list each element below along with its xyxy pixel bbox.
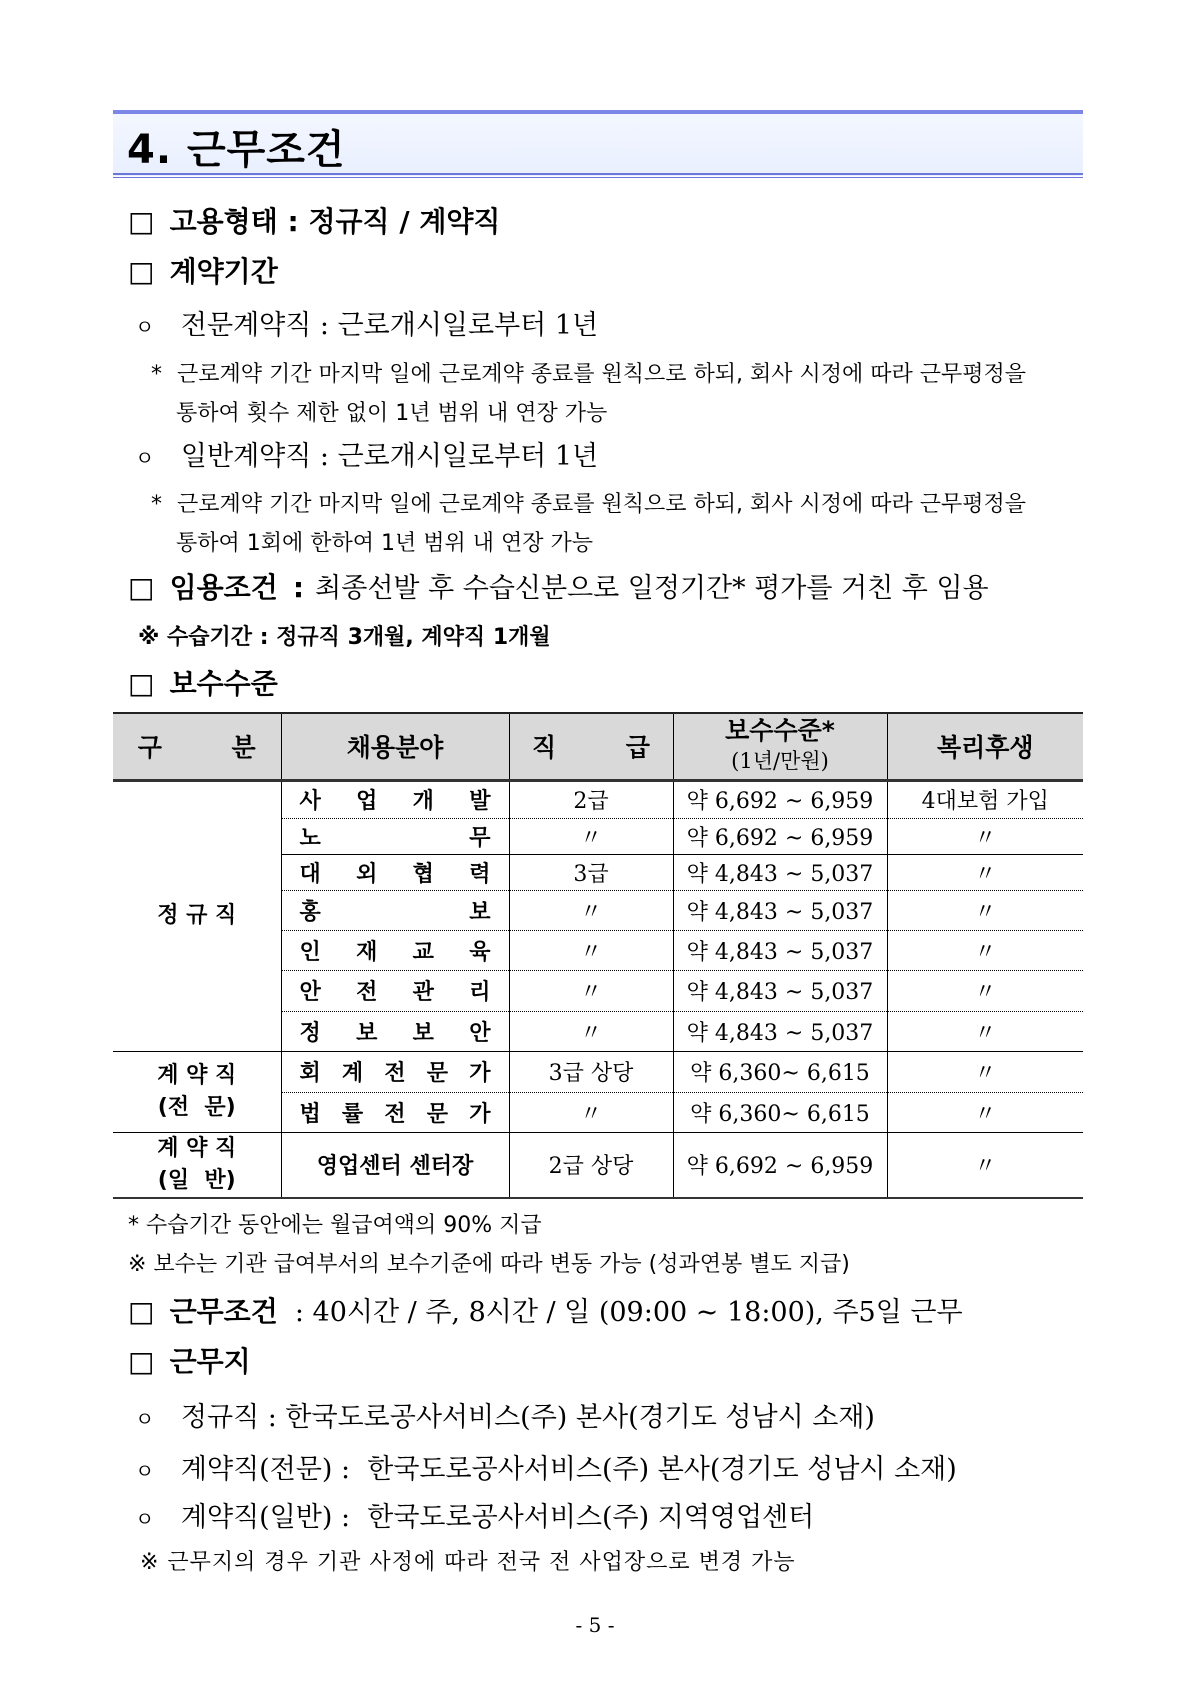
grade-cell: 〃: [509, 1011, 673, 1051]
pay-note-probation: * 수습기간 동안에는 월급여액의 90% 지급: [128, 1213, 542, 1238]
checkbox-square-icon: □: [128, 255, 155, 288]
field-cell: 대 외 협 력: [281, 854, 509, 890]
contract-item-gen: [135, 434, 598, 473]
work-conditions-text: : 40시간 / 주, 8시간 / 일 (09:00 ~ 18:00), 주5일 근무: [294, 1297, 963, 1328]
section-title: 4. 근무조건: [127, 127, 346, 173]
contract-period-heading: [128, 250, 278, 290]
table-row: [113, 1132, 1083, 1198]
field-cell: 법 률 전 문 가: [281, 1092, 509, 1132]
welfare-cell: 〃: [887, 1092, 1083, 1132]
welfare-cell: 〃: [887, 1132, 1083, 1198]
group-contract-pro-line1: 계 약 직: [157, 1062, 237, 1088]
field-cell: 정 보 보 안: [281, 1011, 509, 1051]
grade-cell: 〃: [509, 970, 673, 1011]
circle-bullet-icon: ㅇ: [135, 1507, 155, 1531]
workplace-note: ※ 근무지의 경우 기관 사정에 따라 전국 전 사업장으로 변경 가능: [140, 1550, 796, 1575]
appointment-colon: :: [292, 571, 305, 604]
appointment-text: 최종선발 후 수습신분으로 일정기간* 평가를 거친 후 임용: [315, 573, 989, 604]
checkbox-square-icon: □: [128, 571, 155, 604]
contract-item-gen-text: 일반계약직 : 근로개시일로부터 1년: [180, 441, 599, 472]
welfare-cell: 〃: [887, 1011, 1083, 1051]
header-field: 채용분야: [281, 713, 509, 780]
grade-cell: 3급 상당: [509, 1051, 673, 1092]
header-welfare: 복리후생: [887, 713, 1083, 780]
field-cell: 홍 보: [281, 890, 509, 930]
salary-cell: 약 4,843 ~ 5,037: [673, 930, 887, 970]
field-cell: 노 무: [281, 818, 509, 854]
workplace-item-regular: [135, 1395, 875, 1434]
salary-cell: 약 4,843 ~ 5,037: [673, 970, 887, 1011]
grade-cell: 〃: [509, 1092, 673, 1132]
pay-heading: [128, 662, 278, 702]
header-salary-title: 보수수준*: [725, 716, 835, 746]
field-cell: 영업센터 센터장: [281, 1132, 509, 1198]
section-header-top-rule: [113, 110, 1083, 114]
pay-note-variation: ※ 보수는 기관 급여부서의 보수기준에 따라 변동 가능 (성과연봉 별도 지급): [128, 1252, 850, 1277]
pay-table-header: [113, 713, 1083, 780]
circle-bullet-icon: ㅇ: [135, 1459, 155, 1483]
welfare-cell: 〃: [887, 1051, 1083, 1092]
workplace-item-contract-gen-text: 계약직(일반) : 한국도로공사서비스(주) 지역영업센터: [180, 1502, 815, 1533]
checkbox-square-icon: □: [128, 667, 155, 700]
circle-bullet-icon: ㅇ: [135, 315, 155, 339]
appointment-line: [128, 566, 989, 606]
contract-item-gen-note: [151, 487, 1026, 518]
salary-cell: 약 4,843 ~ 5,037: [673, 1011, 887, 1051]
grade-cell: 〃: [509, 890, 673, 930]
group-contract-pro-line2: (전 문): [157, 1094, 236, 1120]
page-number: - 5 -: [575, 1613, 615, 1637]
contract-item-pro-note: [151, 357, 1026, 388]
grade-cell: 2급: [509, 780, 673, 818]
workplace-heading: [128, 1340, 251, 1380]
asterisk-marker: *: [151, 362, 162, 387]
probation-note: ※ 수습기간 : 정규직 3개월, 계약직 1개월: [138, 625, 551, 650]
field-cell: 안 전 관 리: [281, 970, 509, 1011]
welfare-cell: 〃: [887, 854, 1083, 890]
field-cell: 사 업 개 발: [281, 780, 509, 818]
workplace-item-contract-gen: [135, 1495, 814, 1534]
header-category: 구 분: [113, 713, 281, 780]
pay-label: 보수수준: [169, 667, 278, 700]
welfare-cell: 4대보험 가입: [887, 780, 1083, 818]
welfare-cell: 〃: [887, 890, 1083, 930]
contract-item-gen-note-line1: 근로계약 기간 마지막 일에 근로계약 종료를 원칙으로 하되, 회사 시정에 따라 근무평정을: [177, 492, 1026, 517]
welfare-cell: 〃: [887, 818, 1083, 854]
field-cell: 회 계 전 문 가: [281, 1051, 509, 1092]
workplace-item-contract-pro: [135, 1447, 957, 1486]
contract-item-pro-text: 전문계약직 : 근로개시일로부터 1년: [180, 310, 599, 341]
field-cell: 인 재 교 육: [281, 930, 509, 970]
employment-type-label: 고용형태 : 정규직 / 계약직: [169, 205, 501, 238]
group-contract-gen-line1: 계 약 직: [157, 1135, 237, 1161]
work-conditions-label: 근무조건: [169, 1295, 278, 1328]
circle-bullet-icon: ㅇ: [135, 1407, 155, 1431]
contract-item-gen-note-line2: 통하여 1회에 한하여 1년 범위 내 연장 가능: [176, 531, 593, 556]
grade-cell: 2급 상당: [509, 1132, 673, 1198]
checkbox-square-icon: □: [128, 1295, 155, 1328]
salary-cell: 약 4,843 ~ 5,037: [673, 890, 887, 930]
salary-cell: 약 6,692 ~ 6,959: [673, 1132, 887, 1198]
checkbox-square-icon: □: [128, 205, 155, 238]
pay-table: [113, 712, 1083, 1199]
salary-cell: 약 6,360~ 6,615: [673, 1092, 887, 1132]
workplace-item-regular-text: 정규직 : 한국도로공사서비스(주) 본사(경기도 성남시 소재): [180, 1402, 875, 1433]
table-row: [113, 780, 1083, 818]
workplace-item-contract-pro-text: 계약직(전문) : 한국도로공사서비스(주) 본사(경기도 성남시 소재): [180, 1454, 957, 1485]
group-regular: 정 규 직: [113, 780, 281, 1051]
grade-cell: 〃: [509, 818, 673, 854]
contract-item-pro-note-line1: 근로계약 기간 마지막 일에 근로계약 종료를 원칙으로 하되, 회사 시정에 따라 근무평정을: [177, 362, 1026, 387]
asterisk-marker: *: [151, 492, 162, 517]
group-contract-gen-line2: (일 반): [157, 1167, 236, 1193]
grade-cell: 〃: [509, 930, 673, 970]
circle-bullet-icon: ㅇ: [135, 446, 155, 470]
group-contract-pro: [113, 1051, 281, 1132]
employment-type-line: [128, 200, 500, 240]
contract-item-pro: [135, 303, 598, 342]
header-salary-unit: (1년/만원): [731, 749, 829, 774]
welfare-cell: 〃: [887, 930, 1083, 970]
header-grade: 직 급: [509, 713, 673, 780]
contract-period-label: 계약기간: [169, 255, 278, 288]
salary-cell: 약 6,360~ 6,615: [673, 1051, 887, 1092]
salary-cell: 약 4,843 ~ 5,037: [673, 854, 887, 890]
grade-cell: 3급: [509, 854, 673, 890]
salary-cell: 약 6,692 ~ 6,959: [673, 780, 887, 818]
welfare-cell: 〃: [887, 970, 1083, 1011]
section-header-bottom-rule-thin: [113, 177, 1083, 178]
checkbox-square-icon: □: [128, 1345, 155, 1378]
group-contract-gen: [113, 1132, 281, 1198]
workplace-label: 근무지: [169, 1345, 251, 1378]
salary-cell: 약 6,692 ~ 6,959: [673, 818, 887, 854]
contract-item-pro-note-line2: 통하여 횟수 제한 없이 1년 범위 내 연장 가능: [176, 401, 608, 426]
work-conditions-line: [128, 1290, 963, 1330]
table-row: [113, 1051, 1083, 1092]
header-salary: [673, 713, 887, 780]
appointment-label: 임용조건: [169, 571, 278, 604]
